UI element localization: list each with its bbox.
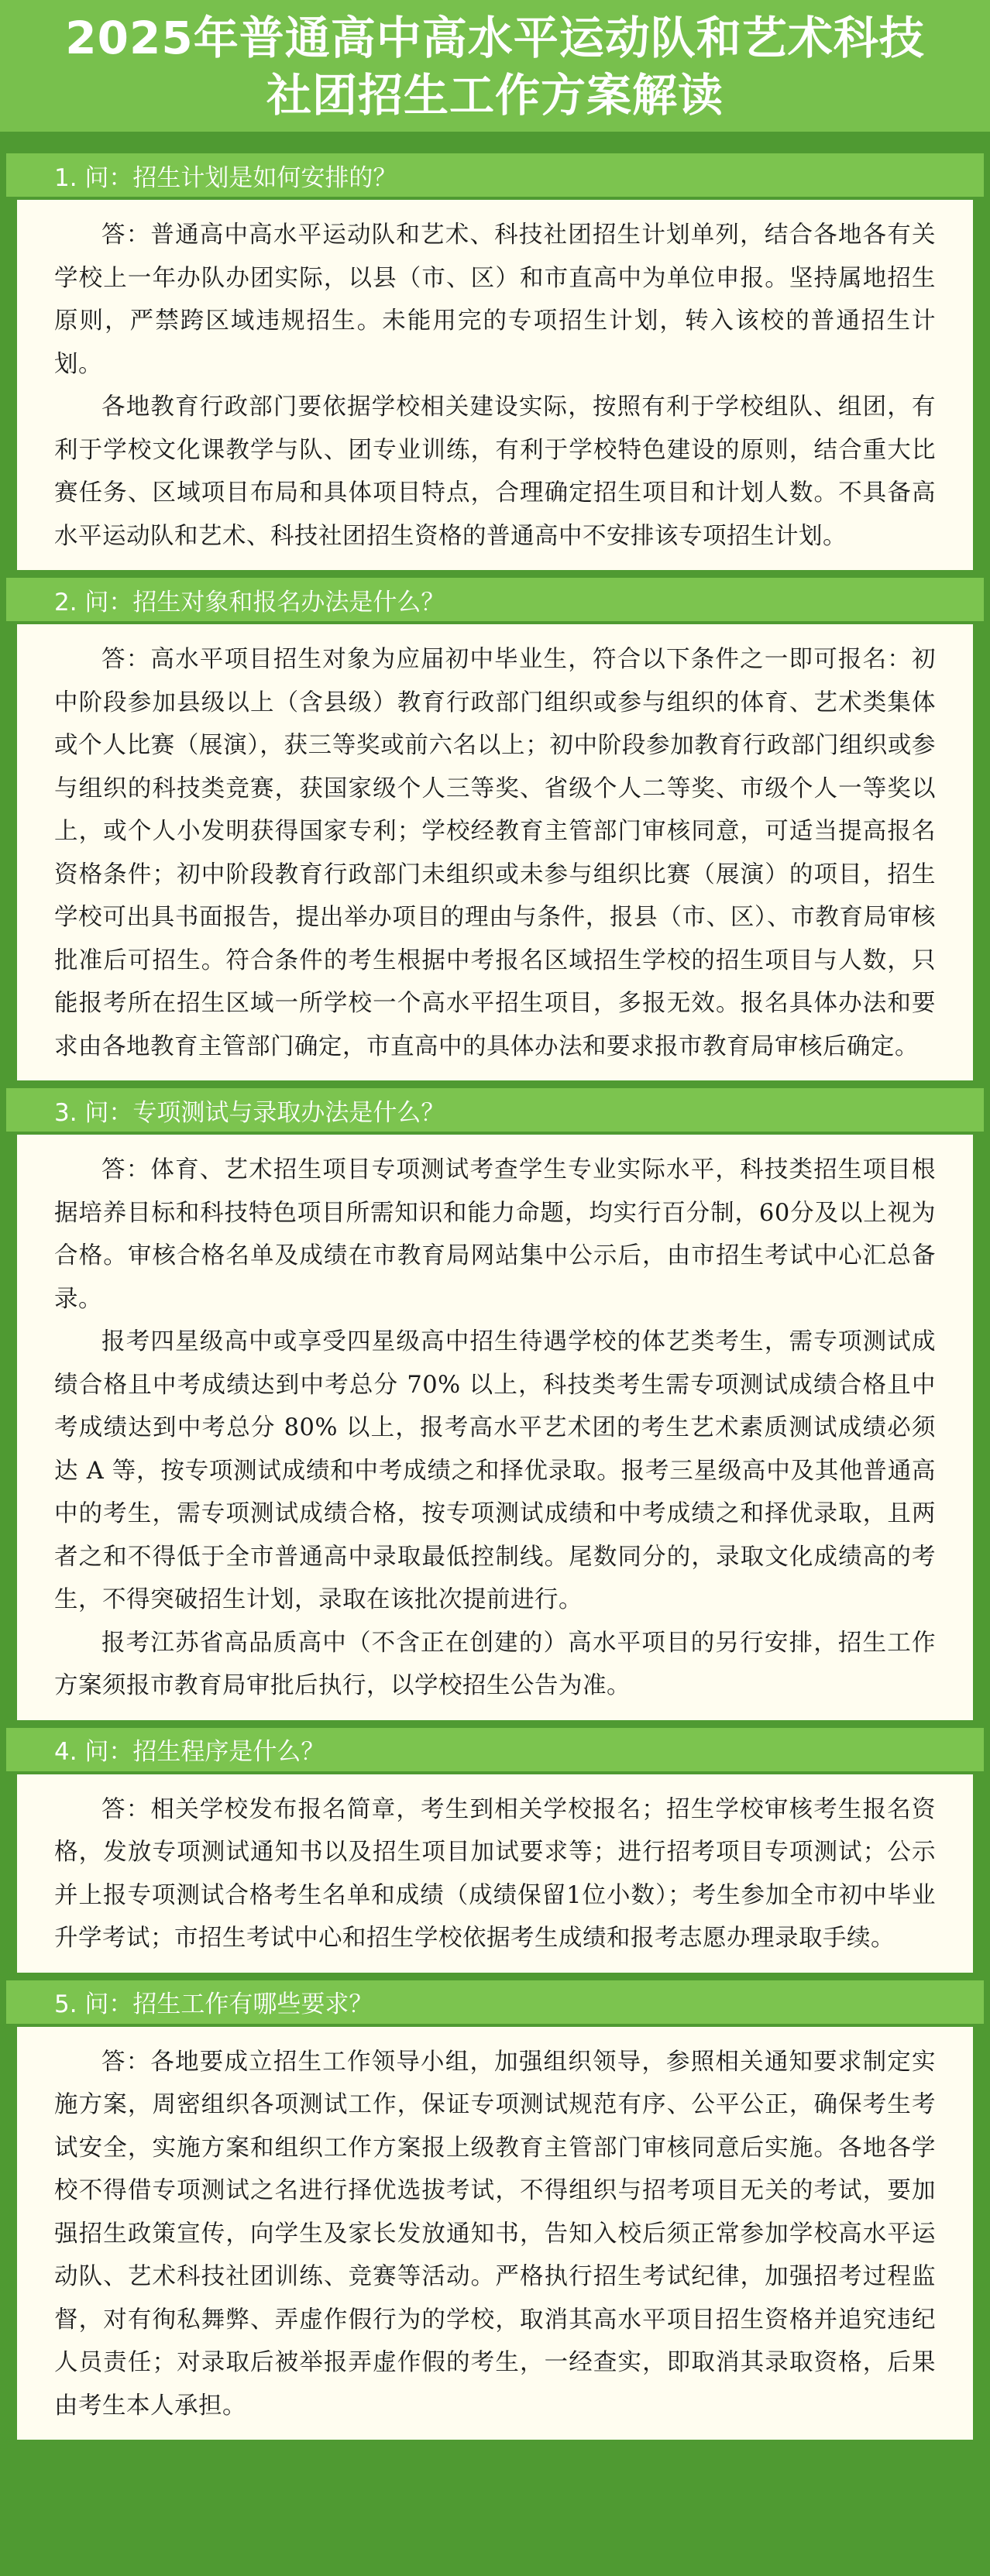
qa-section-2 [0,578,990,1080]
answer-paragraph: 报考江苏省高品质高中（不含正在创建的）高水平项目的另行安排，招生工作方案须报市教育局审批后执行，以学校招生公告为准。 [54,1629,936,1699]
page-title-line-2: 社团招生工作方案解读 [266,69,724,122]
answer-paragraph: 答：普通高中高水平运动队和艺术、科技社团招生计划单列，结合各地各有关学校上一年办队办团实际，以县（市、区）和市直高中为单位申报。坚持属地招生原则，严禁跨区域违规招生。未能用完的专项招生计划，转入该校的普通招生计划。 [54,222,936,378]
section-heading: 3. 问：专项测试与录取办法是什么？ [6,1088,984,1132]
answer-paragraph: 答：各地要成立招生工作领导小组，加强组织领导，参照相关通知要求制定实施方案，周密组织各项测试工作，保证专项测试规范有序、公平公正，确保考生考试安全，实施方案和组织工作方案报上级教育主管部门审核同意后实施。各地各学校不得借专项测试之名进行择优选拔考试，不得组织与招考项目无关的考试，要加强招生政策宣传，向学生及家长发放通知书，告知入校后须正常参加学校高水平运动队、艺术科技社团训练、竞赛等活动。严格执行招生考试纪律，加强招考过程监督，对有徇私舞弊、弄虚作假行为的学校，取消其高水平项目招生资格并追究违纪人员责任；对录取后被举报弄虚作假的考生，一经查实，即取消其录取资格，后果由考生本人承担。 [54,2048,936,2420]
qa-section-4 [0,1728,990,1973]
qa-section-5 [0,1980,990,2440]
answer-paragraph: 各地教育行政部门要依据学校相关建设实际，按照有利于学校组队、组团，有利于学校文化课教学与队、团专业训练，有利于学校特色建设的原则，结合重大比赛任务、区域项目布局和具体项目特点，合理确定招生项目和计划人数。不具备高水平运动队和艺术、科技社团招生资格的普通高中不安排该专项招生计划。 [54,393,936,550]
section-heading: 4. 问：招生程序是什么？ [6,1728,984,1771]
title-banner [0,0,990,132]
answer-paragraph: 答：体育、艺术招生项目专项测试考查学生专业实际水平，科技类招生项目根据培养目标和科技特色项目所需知识和能力命题，均实行百分制，60分及以上视为合格。审核合格名单及成绩在市教育局网站集中公示后，由市招生考试中心汇总备录。 [54,1156,936,1313]
section-body [17,2027,973,2440]
page-title-line-1: 2025年普通高中高水平运动队和艺术科技 [65,12,925,64]
section-heading: 2. 问：招生对象和报名办法是什么？ [6,578,984,621]
answer-paragraph: 报考四星级高中或享受四星级高中招生待遇学校的体艺类考生，需专项测试成绩合格且中考成绩达到中考总分 70% 以上，科技类考生需专项测试成绩合格且中考成绩达到中考总分 80% 以上，报考高水平艺术团的考生艺术素质测试成绩必须达 A 等，按专项测试成绩和中考成绩之和择优录取。报考三星级高中及其他普通高中的考生，需专项测试成绩合格，按专项测试成绩和中考成绩之和择优录取，且两者之和不得低于全市普通高中录取最低控制线。尾数同分的，录取文化成绩高的考生，不得突破招生计划，录取在该批次提前进行。 [54,1328,936,1613]
qa-section-3 [0,1088,990,1720]
answer-paragraph: 答：相关学校发布报名简章，考生到相关学校报名；招生学校审核考生报名资格，发放专项测试通知书以及招生项目加试要求等；进行招考项目专项测试；公示并上报专项测试合格考生名单和成绩（成绩保留1位小数）；考生参加全市初中毕业升学考试；市招生考试中心和招生学校依据考生成绩和报考志愿办理录取手续。 [54,1795,936,1952]
section-body [17,1774,973,1973]
section-body [17,1135,973,1720]
qa-content [0,132,990,2440]
answer-paragraph: 答：高水平项目招生对象为应届初中毕业生，符合以下条件之一即可报名：初中阶段参加县级以上（含县级）教育行政部门组织或参与组织的体育、艺术类集体或个人比赛（展演），获三等奖或前六名以上；初中阶段参加教育行政部门组织或参与组织的科技类竞赛，获国家级个人三等奖、省级个人二等奖、市级个人一等奖以上，或个人小发明获得国家专利；学校经教育主管部门审核同意，可适当提高报名资格条件；初中阶段教育行政部门未组织或未参与组织比赛（展演）的项目，招生学校可出具书面报告，提出举办项目的理由与条件，报县（市、区）、市教育局审核批准后可招生。符合条件的考生根据中考报名区域招生学校的招生项目与人数，只能报考所在招生区域一所学校一个高水平招生项目，多报无效。报名具体办法和要求由各地教育主管部门确定，市直高中的具体办法和要求报市教育局审核后确定。 [54,646,936,1060]
qa-section-1 [0,153,990,570]
section-heading: 1. 问：招生计划是如何安排的？ [6,153,984,197]
section-body [17,200,973,570]
section-heading: 5. 问：招生工作有哪些要求？ [6,1980,984,2024]
section-body [17,624,973,1080]
